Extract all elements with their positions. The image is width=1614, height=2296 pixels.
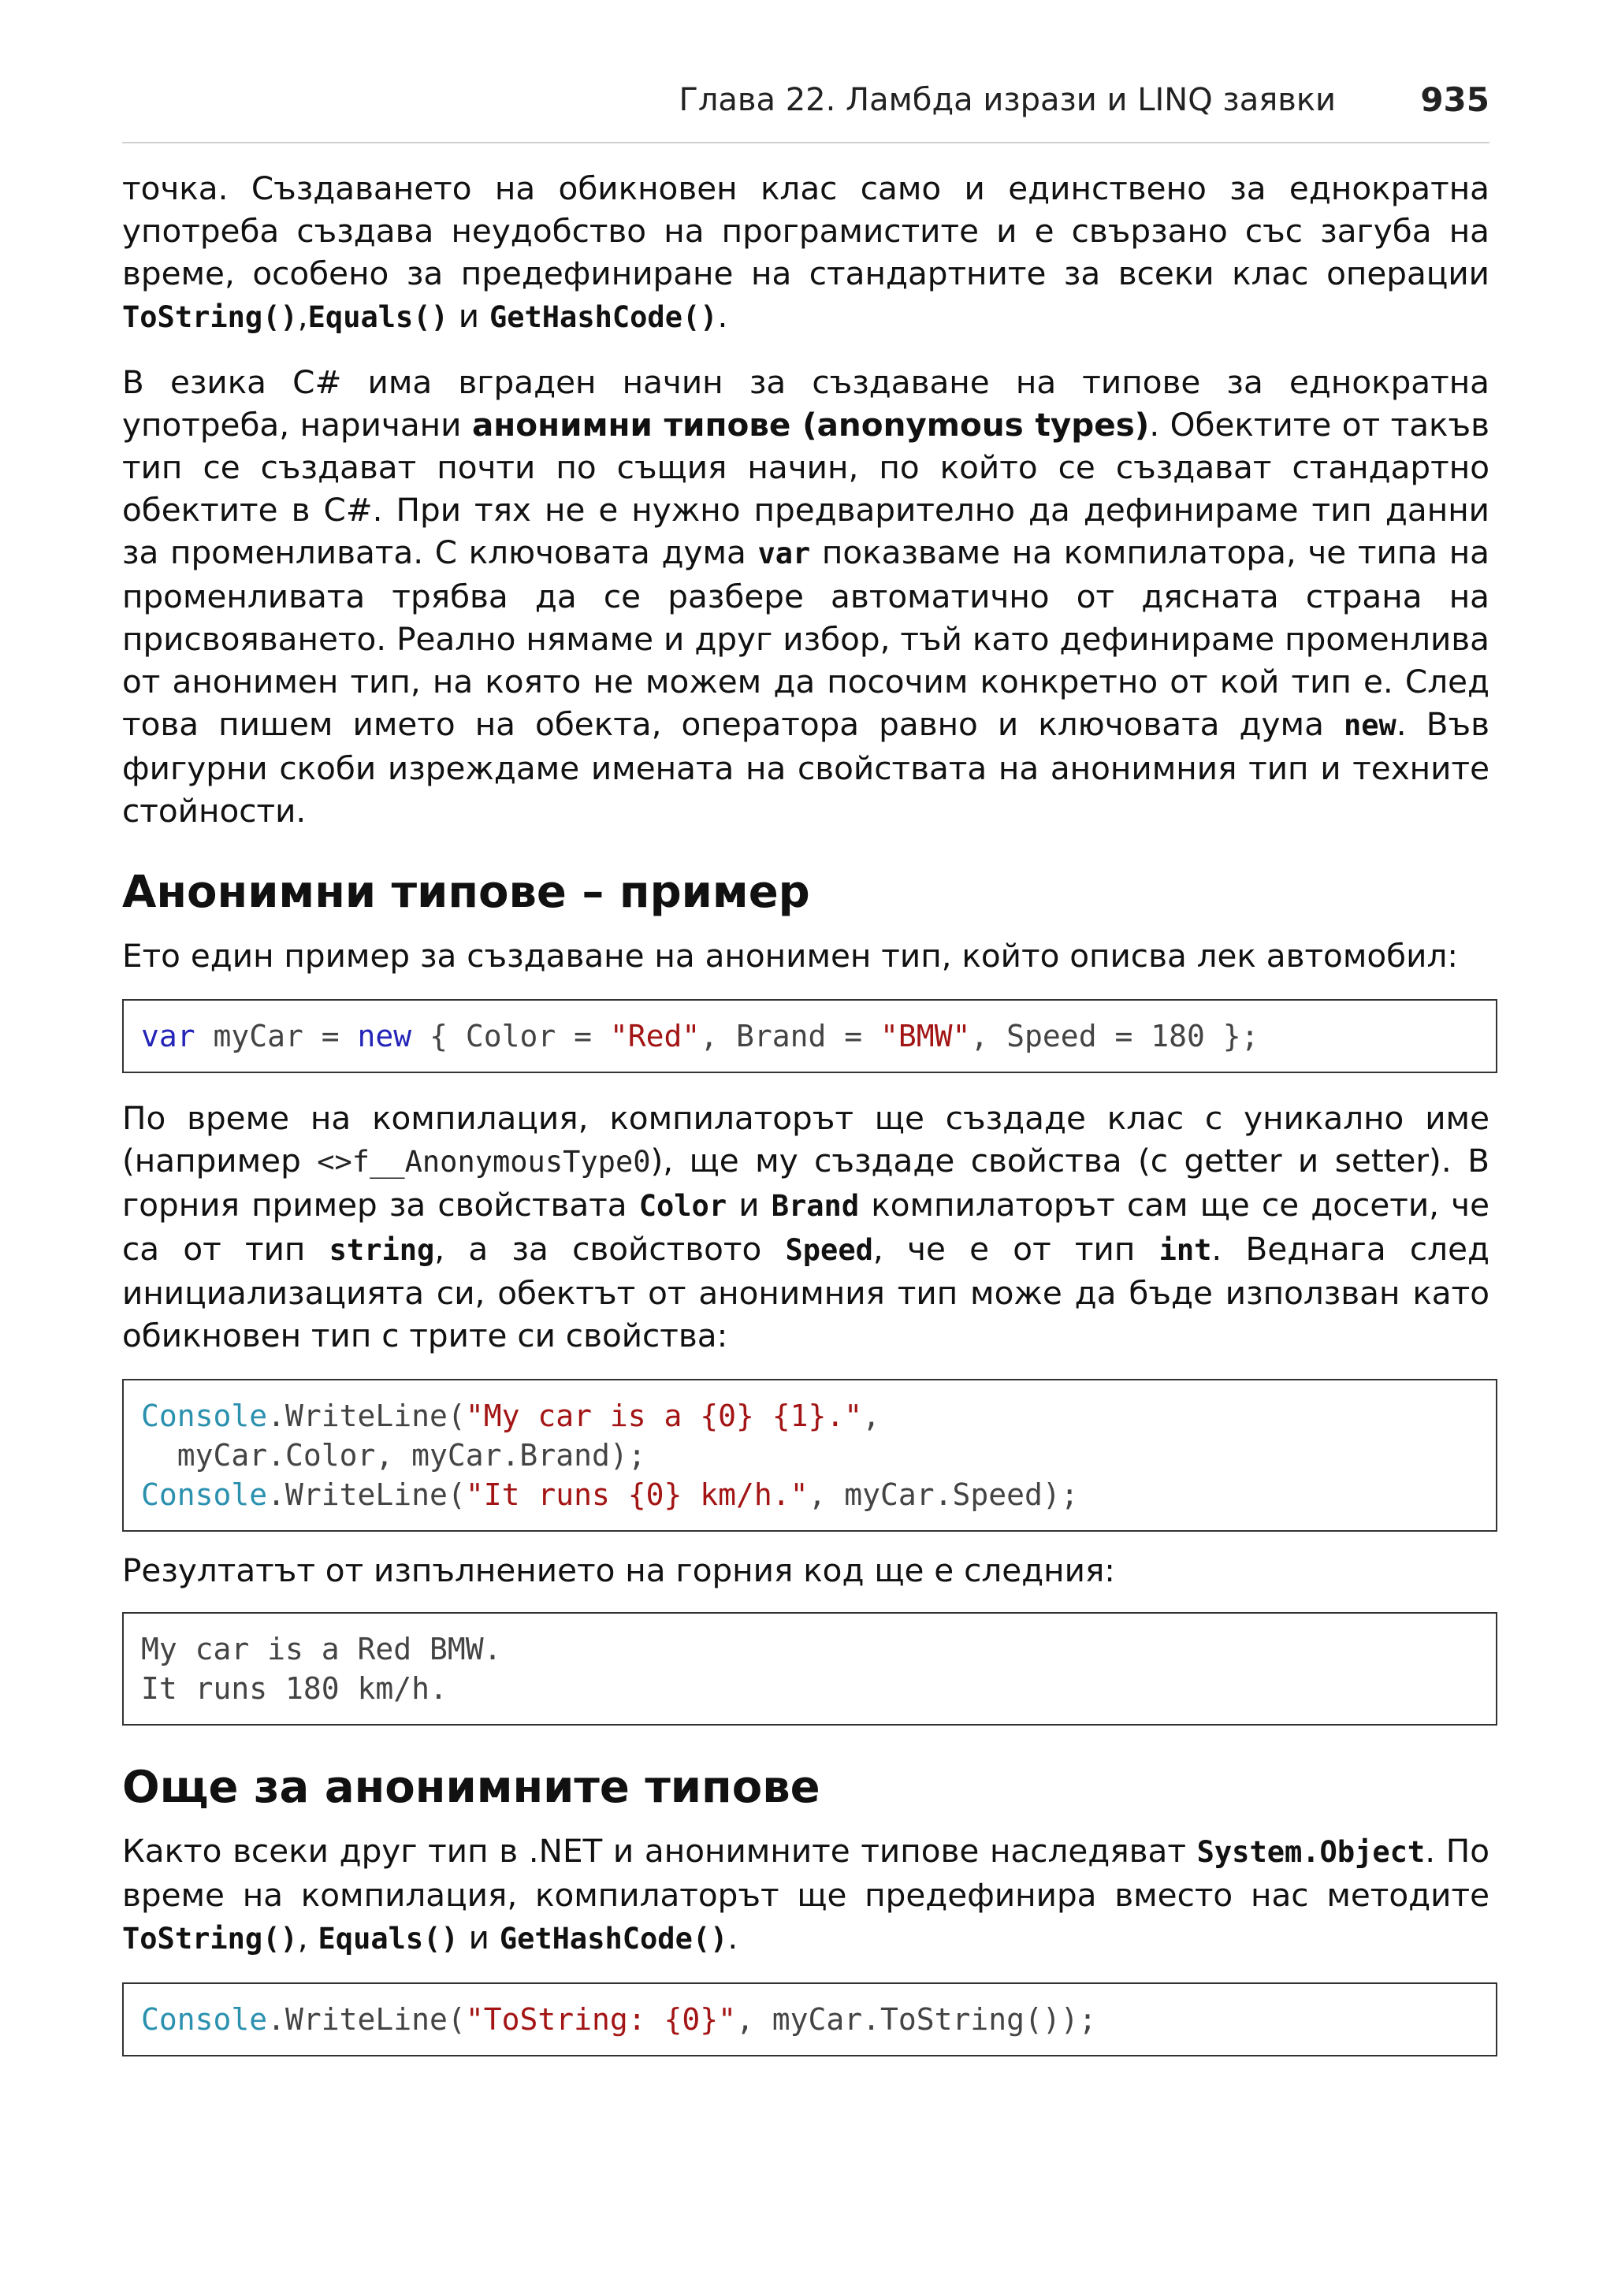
code-brand: Brand bbox=[771, 1189, 860, 1223]
text: , а за свойството bbox=[434, 1230, 786, 1268]
code-text: , Brand = bbox=[700, 1019, 881, 1053]
text: . Във фигурни скоби изреждаме имената на свойствата на анонимния тип и техните стойности. bbox=[122, 705, 1489, 830]
text: Както всеки друг тип в .NET и анонимните типове наследяват bbox=[122, 1832, 1197, 1870]
keyword: new bbox=[357, 1019, 412, 1053]
page-number: 935 bbox=[1420, 80, 1489, 119]
term-anonymous-types: анонимни типове (anonymous types) bbox=[471, 406, 1150, 444]
separator: , bbox=[297, 1919, 318, 1956]
code-text: { Color = bbox=[411, 1019, 610, 1053]
code-line: myCar.Color, myCar.Brand); bbox=[141, 1438, 646, 1473]
code-text: , myCar.ToString()); bbox=[736, 2002, 1097, 2037]
text: показваме на компилатора, че типа на променливата трябва да се разбере автоматично от дясната страна на присвояването. Реално нямаме и друг избор, тъй като дефинираме променлива от анонимен тип, на която не можем да посочим конкретно от кой тип е. След това пишем името на обекта, оператора равно и ключовата дума bbox=[122, 533, 1489, 743]
code-color: Color bbox=[638, 1189, 727, 1223]
code-gethashcode: GetHashCode() bbox=[489, 300, 718, 334]
text: . Веднага след инициализацията си, обектът от анонимния тип може да бъде използван като обикновен тип с трите си свойства: bbox=[122, 1230, 1489, 1354]
keyword: var bbox=[141, 1019, 195, 1053]
section-heading-more: Още за анонимните типове bbox=[122, 1762, 820, 1813]
code-text: , myCar.Speed); bbox=[808, 1477, 1079, 1512]
code-text: .WriteLine( bbox=[267, 2002, 466, 2037]
string-literal: "My car is a {0} {1}." bbox=[465, 1399, 863, 1433]
code-block-tostring bbox=[122, 1982, 1497, 2056]
paragraph-1 bbox=[122, 167, 1489, 339]
code-system-object: System.Object bbox=[1196, 1835, 1426, 1869]
separator: и bbox=[458, 1919, 500, 1956]
section-heading-example: Анонимни типове – пример bbox=[122, 867, 810, 918]
code-new: new bbox=[1343, 708, 1396, 742]
example-intro: Ето един пример за създаване на анонимен тип, който описва лек автомобил: bbox=[122, 937, 1458, 975]
page-header bbox=[122, 79, 1489, 143]
separator: и bbox=[448, 297, 489, 335]
text: В езика C# има вграден начин за създаване на типове за еднократна употреба, наричани bbox=[122, 363, 1489, 444]
output-block bbox=[122, 1612, 1497, 1726]
paragraph-4 bbox=[122, 1830, 1489, 1960]
code-text: .WriteLine( bbox=[267, 1477, 466, 1512]
code-equals: Equals() bbox=[318, 1922, 459, 1956]
text: . По време на компилация, компилаторът ще предефинира вместо нас методите bbox=[122, 1832, 1489, 1914]
code-equals: Equals() bbox=[307, 300, 448, 334]
text: и bbox=[727, 1186, 772, 1224]
page-content bbox=[122, 167, 1489, 2056]
code-speed: Speed bbox=[785, 1233, 873, 1267]
paragraph-3 bbox=[122, 1097, 1489, 1357]
text: компилаторът сам ще се досети, че са от тип bbox=[122, 1186, 1490, 1268]
code-text: .WriteLine( bbox=[267, 1399, 466, 1433]
string-literal: "Red" bbox=[609, 1019, 701, 1053]
period: . bbox=[717, 297, 728, 335]
code-gethashcode: GetHashCode() bbox=[499, 1922, 728, 1956]
chapter-title: Глава 22. Ламбда изрази и LINQ заявки bbox=[679, 82, 1336, 118]
class-name: Console bbox=[141, 1399, 268, 1433]
code-text: myCar = bbox=[195, 1019, 358, 1053]
output-line: It runs 180 km/h. bbox=[141, 1671, 448, 1706]
string-literal: "BMW" bbox=[880, 1019, 971, 1053]
separator: , bbox=[297, 297, 308, 335]
class-name: Console bbox=[141, 1477, 268, 1512]
code-var: var bbox=[757, 537, 811, 570]
paragraph-2 bbox=[122, 361, 1489, 832]
paragraph-1-text: точка. Създаването на обикновен клас само и единствено за еднократна употреба създава неудобство на програмистите и е свързано със загуба на време, особено за предефиниране на стандартните за всеки клас операции bbox=[122, 169, 1489, 292]
code-text: , Speed = 180 }; bbox=[970, 1019, 1259, 1053]
text: По време на компилация, компилаторът ще създаде клас с уникално име (например bbox=[122, 1099, 1489, 1180]
class-name: Console bbox=[141, 2002, 268, 2037]
output-line: My car is a Red BMW. bbox=[141, 1632, 502, 1666]
code-tostring: ToString() bbox=[122, 300, 298, 334]
text: ), ще му създаде свойства (с getter и setter). В горния пример за свойствата bbox=[122, 1142, 1489, 1224]
result-intro: Резултатът от изпълнението на горния код ще е следния: bbox=[122, 1551, 1115, 1589]
code-anonymous-type-name: <>f__AnonymousType0 bbox=[317, 1145, 651, 1179]
code-tostring: ToString() bbox=[122, 1922, 298, 1956]
code-string: string bbox=[329, 1233, 435, 1267]
code-block-console bbox=[122, 1379, 1497, 1532]
text: . Обектите от такъв тип се създават почти по същия начин, по който се създават стандартно обектите в C#. При тях не е нужно предварително да дефинираме тип данни за променливата. С ключовата дума bbox=[122, 406, 1490, 571]
code-text: , bbox=[862, 1399, 881, 1433]
string-literal: "It runs {0} km/h." bbox=[465, 1477, 809, 1512]
text: , че е от тип bbox=[872, 1230, 1159, 1268]
code-int: int bbox=[1158, 1233, 1212, 1267]
period: . bbox=[727, 1919, 738, 1956]
string-literal: "ToString: {0}" bbox=[465, 2002, 736, 2037]
code-block-anonymous-type bbox=[122, 999, 1497, 1073]
